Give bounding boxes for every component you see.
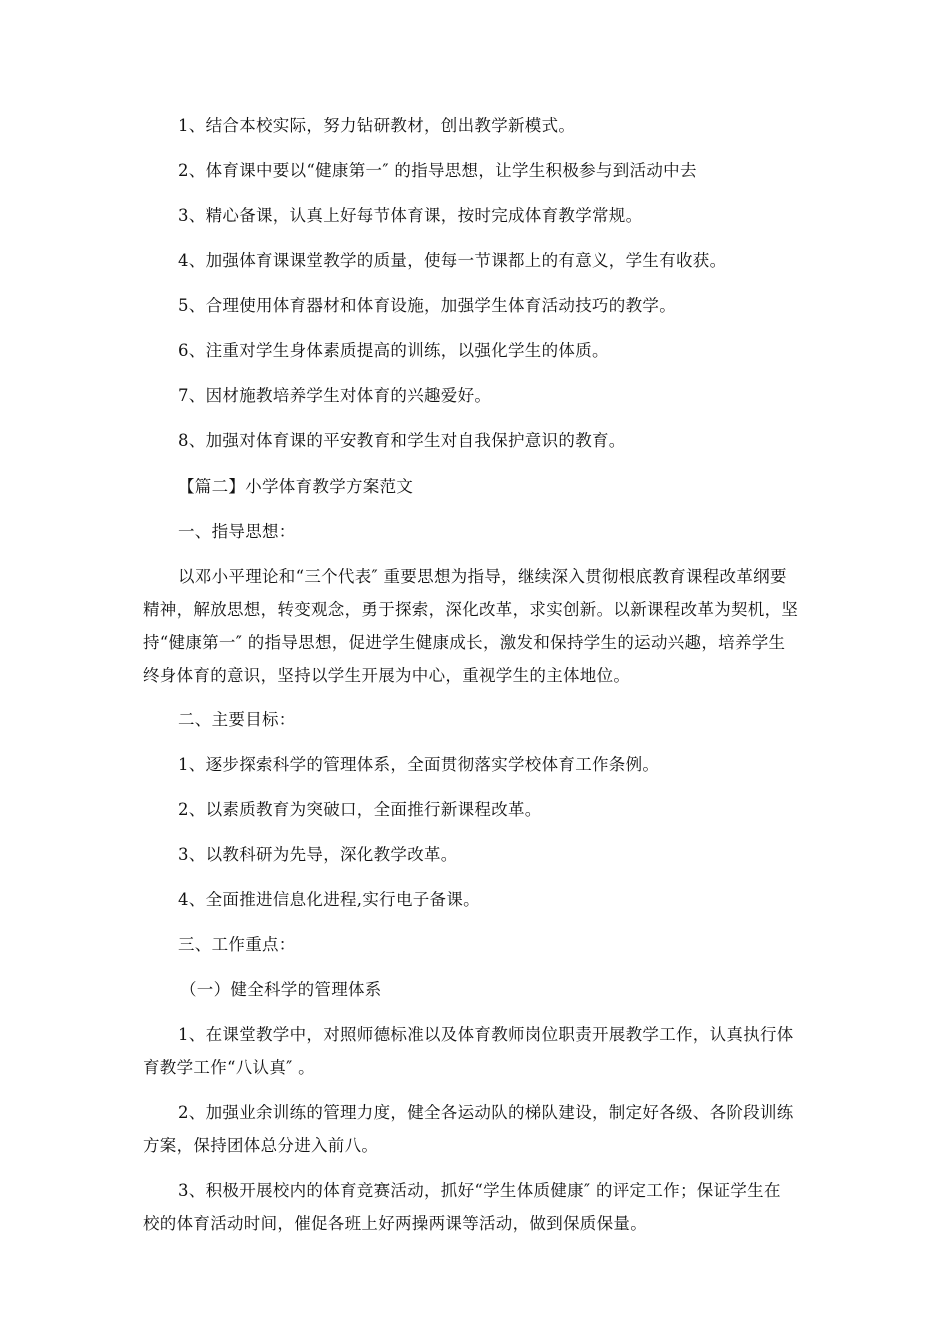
heading-guide: 一、指导思想：	[178, 522, 296, 541]
guide-line: 持“健康第一″ 的指导思想，促进学生健康成长，激发和保持学生的运动兴趣，培养学生	[143, 633, 786, 652]
guide-line: 以邓小平理论和“三个代表″ 重要思想为指导，继续深入贯彻根底教育课程改革纲要	[178, 567, 787, 586]
focus-item-line: 方案，保持团体总分进入前八。	[143, 1136, 379, 1155]
heading-goals: 二、主要目标：	[178, 710, 296, 729]
sub-heading: （一）健全科学的管理体系	[180, 980, 382, 999]
goal-item: 4、全面推进信息化进程,实行电子备课。	[178, 890, 480, 909]
guide-line: 终身体育的意识，坚持以学生开展为中心，重视学生的主体地位。	[143, 666, 631, 685]
focus-item-line: 育教学工作“八认真″ 。	[143, 1058, 315, 1077]
list-item: 6、注重对学生身体素质提高的训练，以强化学生的体质。	[178, 341, 609, 360]
focus-item-line: 3、积极开展校内的体育竞赛活动，抓好“学生体质健康″ 的评定工作；保证学生在	[178, 1181, 781, 1200]
list-item: 3、精心备课，认真上好每节体育课，按时完成体育教学常规。	[178, 206, 643, 225]
list-item: 7、因材施教培养学生对体育的兴趣爱好。	[178, 386, 492, 405]
list-item: 4、加强体育课课堂教学的质量，使每一节课都上的有意义，学生有收获。	[178, 251, 727, 270]
goal-item: 3、以教科研为先导，深化教学改革。	[178, 845, 458, 864]
guide-line: 精神，解放思想，转变观念，勇于探索，深化改革，求实创新。以新课程改革为契机，坚	[143, 600, 799, 619]
heading-focus: 三、工作重点：	[178, 935, 296, 954]
focus-item-line: 2、加强业余训练的管理力度，健全各运动队的梯队建设，制定好各级、各阶段训练	[178, 1103, 794, 1122]
list-item: 2、体育课中要以“健康第一″ 的指导思想，让学生积极参与到活动中去	[178, 161, 697, 180]
goal-item: 2、以素质教育为突破口，全面推行新课程改革。	[178, 800, 542, 819]
list-item: 5、合理使用体育器材和体育设施，加强学生体育活动技巧的教学。	[178, 296, 676, 315]
list-item: 8、加强对体育课的平安教育和学生对自我保护意识的教育。	[178, 431, 626, 450]
focus-item-line: 校的体育活动时间，催促各班上好两操两课等活动，做到保质保量。	[143, 1214, 647, 1233]
goal-item: 1、逐步探索科学的管理体系，全面贯彻落实学校体育工作条例。	[178, 755, 660, 774]
section-title: 【篇二】小学体育教学方案范文	[178, 477, 414, 496]
list-item: 1、结合本校实际，努力钻研教材，创出教学新模式。	[178, 116, 576, 135]
focus-item-line: 1、在课堂教学中，对照师德标准以及体育教师岗位职责开展教学工作，认真执行体	[178, 1025, 794, 1044]
